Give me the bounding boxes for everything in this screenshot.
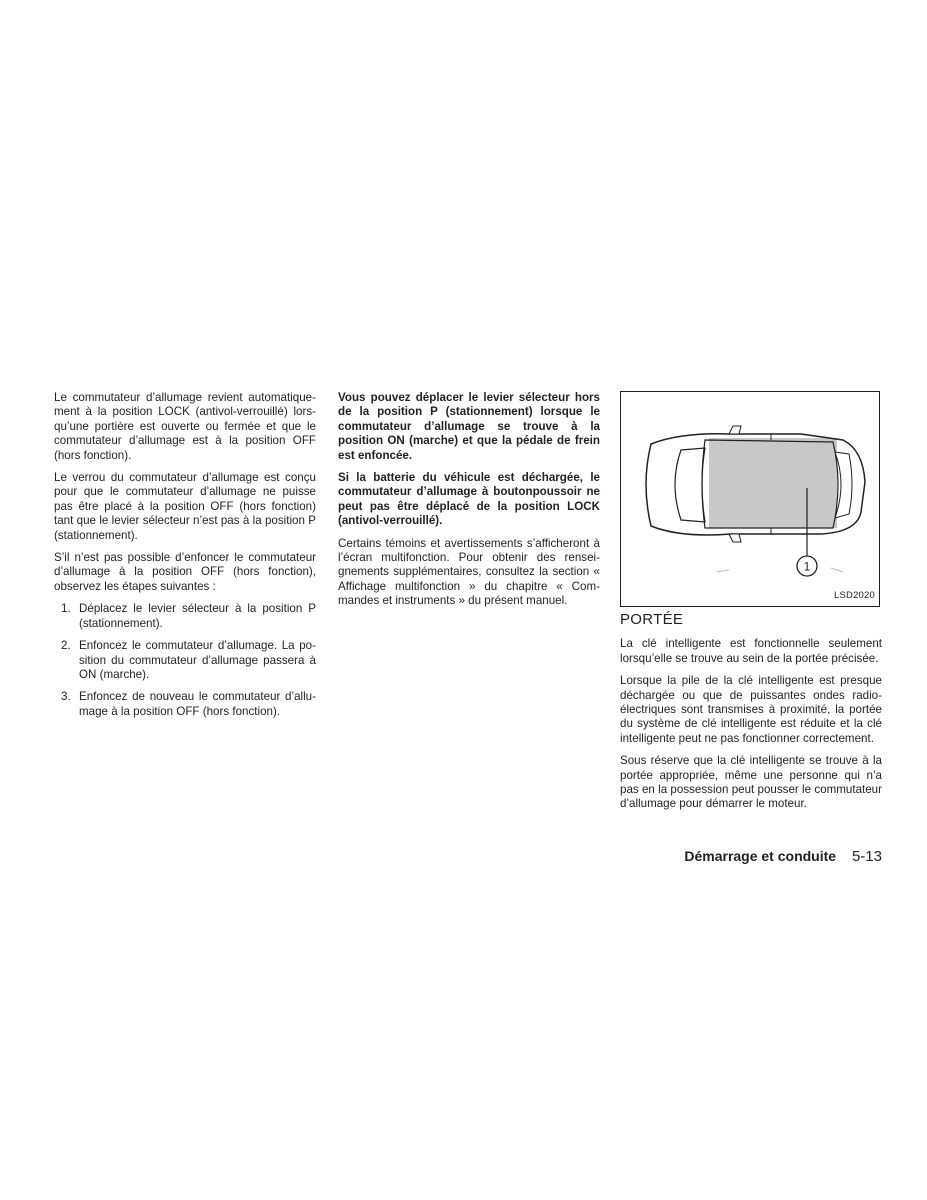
section-heading: PORTÉE bbox=[620, 611, 684, 628]
step-number: 3. bbox=[61, 690, 71, 704]
page-number: 5-13 bbox=[851, 848, 882, 865]
vehicle-range-figure bbox=[620, 391, 880, 607]
step-number: 1. bbox=[61, 602, 71, 616]
car-top-view-illustration bbox=[621, 392, 881, 608]
right-column bbox=[620, 391, 882, 820]
figure-code: LSD2020 bbox=[833, 589, 875, 601]
list-item bbox=[54, 639, 316, 682]
step-text: Déplacez le levier sélecteur à la position P (stationnement). bbox=[79, 602, 316, 630]
step-text: Enfoncez le commutateur d’allumage. La position du commutateur d’allumage passera à ON (marche). bbox=[79, 639, 316, 681]
warning-shift-lever: Vous pouvez déplacer le levier sélecteur hors de la position P (stationnement) lorsque le commutateur d’allumage se trouve à la position ON (marche) et que la pédale de frein est enfoncée. bbox=[338, 391, 600, 462]
left-column bbox=[54, 391, 316, 727]
list-item bbox=[54, 602, 316, 631]
steps-list bbox=[54, 602, 316, 719]
paragraph-range-reduced: Lorsque la pile de la clé intelligente est presque déchargée ou que de puissantes ondes radioélectriques sont transmises à proximité, la portée du système de clé intelligente est réduite et la clé intelligente peut ne pas fonctionner correctement. bbox=[620, 674, 882, 745]
car-mirror-bottom bbox=[729, 534, 741, 542]
chapter-title: Démarrage et conduite bbox=[684, 848, 837, 864]
step-text: Enfoncez de nouveau le commutateur d’allumage à la position OFF (hors fonction). bbox=[79, 690, 316, 718]
page-footer bbox=[684, 848, 882, 865]
warning-battery: Si la batterie du véhicule est déchargée, le commutateur d’allumage à boutonpoussoir ne peut pas être déplacé de la position LOCK (antivol-verrouillé). bbox=[338, 471, 600, 528]
car-windshield bbox=[675, 448, 705, 522]
middle-column bbox=[338, 391, 600, 617]
background-stroke bbox=[717, 570, 729, 572]
paragraph-range-anyone: Sous réserve que la clé intelligente se trouve à la portée appropriée, même une personne qui n’a pas en la possession peut pousser le commutateur d’allumage pour démarrer le moteur. bbox=[620, 754, 882, 811]
background-stroke bbox=[831, 568, 843, 572]
paragraph-lock-design: Le verrou du commutateur d’allumage est conçu pour que le commutateur d’allumage ne puisse pas être placé à la position OFF (hors fonction) tant que le levier sélecteur n’est pas à la position P (stationnement). bbox=[54, 471, 316, 542]
list-item bbox=[54, 690, 316, 719]
car-mirror-top bbox=[729, 426, 741, 434]
step-number: 2. bbox=[61, 639, 71, 653]
paragraph-range-intro: La clé intelligente est fonctionnelle seulement lorsqu’elle se trouve au sein de la portée précisée. bbox=[620, 637, 882, 665]
paragraph-auto-lock: Le commutateur d’allumage revient automatiquement à la position LOCK (antivol-verrouillé) lorsqu’une portière est ouverte ou fermée et que le commutateur d’allumage est à la position OFF (hors fonction). bbox=[54, 391, 316, 462]
callout-number: 1 bbox=[803, 559, 811, 574]
paragraph-steps-intro: S’il n’est pas possible d’enfoncer le commutateur d’allumage à la position OFF (hors fonction), observez les étapes suivantes : bbox=[54, 551, 316, 593]
paragraph-multi-display: Certains témoins et avertissements s’afficheront à l’écran multifonction. Pour obtenir des renseignements supplémentaires, consultez la section « Affichage multifonction » du chapitre « Commandes et instruments » du présent manuel. bbox=[338, 536, 600, 608]
range-area-shading bbox=[709, 438, 837, 528]
